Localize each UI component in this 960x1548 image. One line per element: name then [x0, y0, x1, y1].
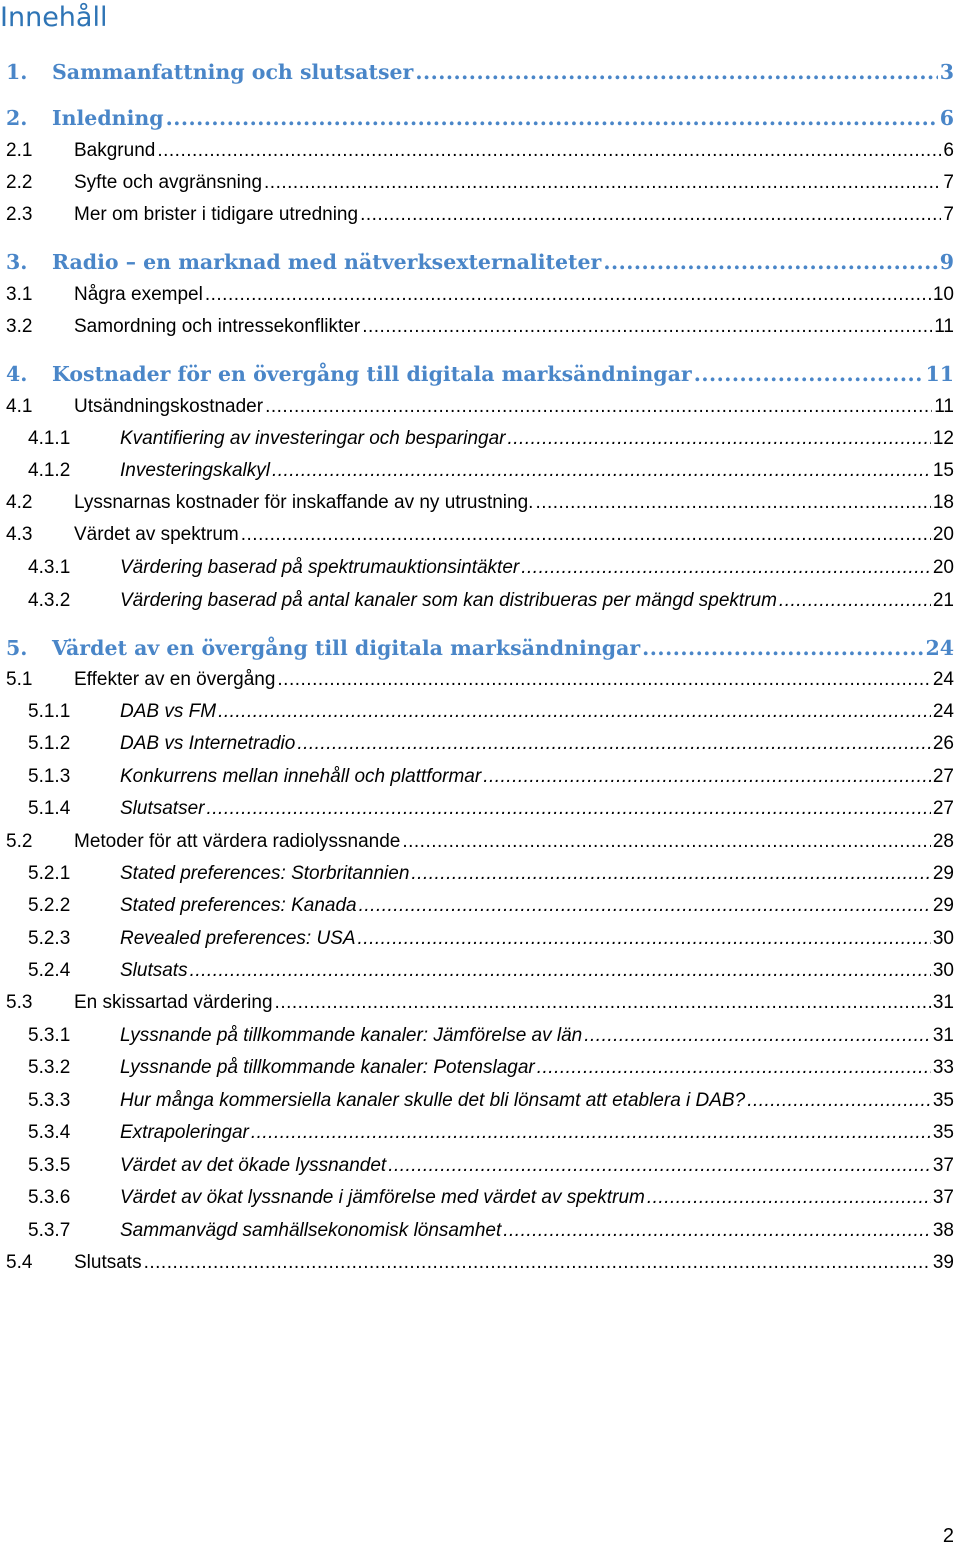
toc-entry[interactable]: [6, 138, 954, 164]
dot-leader: [642, 634, 923, 662]
toc-entry-number: 5.2: [6, 831, 33, 852]
toc-entry[interactable]: [6, 926, 954, 952]
toc-entry-title[interactable]: Sammanfattning och slutsatser: [52, 60, 414, 84]
toc-entry-number: 5.1.2: [28, 733, 71, 754]
dot-leader: [537, 1055, 931, 1081]
toc-entry-page[interactable]: 30: [932, 928, 954, 949]
dot-leader: [157, 138, 941, 164]
toc-entry-page[interactable]: 12: [932, 428, 954, 449]
toc-entry-title[interactable]: Värdet av en övergång till digitala marksändningar: [52, 636, 641, 660]
toc-entry-page[interactable]: 18: [932, 492, 954, 513]
toc-entry-page[interactable]: 24: [932, 701, 954, 722]
toc-entry[interactable]: [6, 958, 954, 984]
toc-entry-title[interactable]: En skissartad värdering: [74, 992, 273, 1013]
toc-entry-number: 2.3: [6, 204, 33, 225]
dot-leader: [166, 104, 938, 132]
dot-leader: [584, 1023, 931, 1049]
toc-entry-title[interactable]: Inledning: [52, 106, 164, 130]
toc-entry-page[interactable]: 27: [932, 766, 954, 787]
toc-entry-page[interactable]: 11: [925, 362, 954, 386]
toc-entry-number: 5.2.2: [28, 895, 71, 916]
toc-entry-page[interactable]: 7: [943, 172, 954, 193]
toc-entry-number: 5.4: [6, 1252, 33, 1273]
toc-entry-title[interactable]: Lyssnarnas kostnader för inskaffande av ny utrustning.: [74, 492, 534, 513]
toc-entry-page[interactable]: 29: [932, 895, 954, 916]
toc-entry[interactable]: [6, 1120, 954, 1146]
toc-entry-number: 5.3.7: [28, 1220, 71, 1241]
dot-leader: [206, 796, 930, 822]
toc-entry-number: 4.3: [6, 524, 33, 545]
toc-entry[interactable]: [6, 104, 954, 132]
toc-entry-number: 4.2: [6, 492, 33, 513]
toc-entry-page[interactable]: 27: [932, 798, 954, 819]
dot-leader: [144, 1250, 931, 1276]
toc-entry-number: 5.3.5: [28, 1155, 71, 1176]
dot-leader: [359, 893, 931, 919]
toc-entry-title[interactable]: Värdet av ökat lyssnande i jämförelse med värdet av spektrum: [120, 1187, 645, 1208]
toc-entry-number: 2.1: [6, 140, 33, 161]
dot-leader: [277, 667, 930, 693]
toc-entry[interactable]: [6, 1153, 954, 1179]
toc-entry-number: 4.1.2: [28, 460, 71, 481]
toc-entry-number: 4.: [6, 362, 28, 386]
dot-leader: [362, 314, 932, 340]
toc-entry-title[interactable]: Syfte och avgränsning: [74, 172, 263, 193]
toc-entry[interactable]: [6, 426, 954, 452]
dot-leader: [241, 522, 931, 548]
toc-entry-page[interactable]: 3: [939, 60, 954, 84]
toc-entry-title[interactable]: Kvantifiering av investeringar och besparingar: [120, 428, 506, 449]
toc-entry-page[interactable]: 15: [932, 460, 954, 481]
toc-entry-page[interactable]: 11: [934, 396, 954, 417]
toc-entry-number: 1.: [6, 60, 28, 84]
toc-entry-page[interactable]: 10: [932, 284, 954, 305]
toc-entry-page[interactable]: 11: [934, 316, 954, 337]
toc-entry-number: 2.: [6, 106, 28, 130]
dot-leader: [205, 282, 931, 308]
dot-leader: [190, 958, 931, 984]
toc-entry-title[interactable]: Värdering baserad på spektrumauktionsintäkter: [120, 557, 520, 578]
toc-entry[interactable]: [6, 248, 954, 276]
dot-leader: [535, 490, 930, 516]
toc-entry-page[interactable]: 31: [932, 992, 954, 1013]
toc-entry-page[interactable]: 24: [932, 669, 954, 690]
toc-entry[interactable]: [6, 1218, 954, 1244]
toc-entry[interactable]: [6, 314, 954, 340]
toc-entry-page[interactable]: 28: [932, 831, 954, 852]
toc-entry[interactable]: [6, 202, 954, 228]
toc-entry-number: 4.1.1: [28, 428, 71, 449]
toc-entry-number: 4.3.1: [28, 557, 71, 578]
toc-entry-page[interactable]: 7: [943, 204, 954, 225]
dot-leader: [388, 1153, 931, 1179]
dot-leader: [297, 731, 931, 757]
dot-leader: [218, 699, 931, 725]
dot-leader: [264, 170, 941, 196]
toc-entry[interactable]: [6, 588, 954, 614]
dot-leader: [360, 202, 941, 228]
toc-entry[interactable]: [6, 360, 954, 388]
dot-leader: [694, 360, 924, 388]
toc-entry-number: 5.1.1: [28, 701, 71, 722]
toc-entry[interactable]: [6, 282, 954, 308]
toc-entry-title[interactable]: Mer om brister i tidigare utredning: [74, 204, 359, 225]
toc-entry-number: 5.1.4: [28, 798, 71, 819]
toc-entry-title[interactable]: Lyssnande på tillkommande kanaler: Potenslagar: [120, 1057, 535, 1078]
toc-entry-number: 4.1: [6, 396, 33, 417]
toc-entry-page[interactable]: 33: [932, 1057, 954, 1078]
dot-leader: [415, 58, 937, 86]
toc-entry-page[interactable]: 6: [943, 140, 954, 161]
dot-leader: [647, 1185, 931, 1211]
toc-entry-number: 5.3.6: [28, 1187, 71, 1208]
toc-entry-number: 5.3: [6, 992, 33, 1013]
toc-entry[interactable]: [6, 861, 954, 887]
toc-entry-title[interactable]: Hur många kommersiella kanaler skulle det bli lönsamt att etablera i DAB?: [120, 1090, 746, 1111]
dot-leader: [358, 926, 931, 952]
toc-entry-title[interactable]: Värdet av spektrum: [74, 524, 239, 545]
toc-entry-title[interactable]: Slutsats: [120, 960, 188, 981]
toc-entry[interactable]: [6, 829, 954, 855]
toc-entry-title[interactable]: Stated preferences: Kanada: [120, 895, 357, 916]
toc-entry-title[interactable]: Metoder för att värdera radiolyssnande: [74, 831, 401, 852]
toc-entry-title[interactable]: Slutsatser: [120, 798, 205, 819]
toc-entry-number: 4.3.2: [28, 590, 71, 611]
toc-entry[interactable]: [6, 634, 954, 662]
toc-entry[interactable]: [6, 170, 954, 196]
toc-entry-title[interactable]: Värdering baserad på antal kanaler som kan distribueras per mängd spektrum: [120, 590, 777, 611]
dot-leader: [603, 248, 937, 276]
toc-entry-number: 5.3.1: [28, 1025, 71, 1046]
toc-entry-title[interactable]: Investeringskalkyl: [120, 460, 270, 481]
toc-entry-title[interactable]: Bakgrund: [74, 140, 156, 161]
toc-entry-page[interactable]: 31: [932, 1025, 954, 1046]
toc-entry-number: 3.2: [6, 316, 33, 337]
dot-leader: [483, 764, 931, 790]
toc-entry[interactable]: [6, 764, 954, 790]
toc-entry-page[interactable]: 26: [932, 733, 954, 754]
dot-leader: [275, 990, 931, 1016]
toc-entry-page[interactable]: 38: [932, 1220, 954, 1241]
toc-entry-page[interactable]: 30: [932, 960, 954, 981]
toc-entry[interactable]: [6, 667, 954, 693]
toc-entry-title[interactable]: Konkurrens mellan innehåll och plattformar: [120, 766, 482, 787]
dot-leader: [503, 1218, 931, 1244]
toc-entry[interactable]: [6, 796, 954, 822]
toc-entry-title[interactable]: Samordning och intressekonflikter: [74, 316, 361, 337]
dot-leader: [508, 426, 931, 452]
toc-entry[interactable]: [6, 990, 954, 1016]
toc-entry-page[interactable]: 39: [932, 1252, 954, 1273]
toc-entry-title[interactable]: Sammanvägd samhällsekonomisk lönsamhet: [120, 1220, 502, 1241]
toc-entry[interactable]: [6, 522, 954, 548]
toc-entry[interactable]: [6, 555, 954, 581]
toc-entry-page[interactable]: 29: [932, 863, 954, 884]
toc-entry-title[interactable]: Effekter av en övergång: [74, 669, 276, 690]
toc-entry-number: 5.1: [6, 669, 33, 690]
toc-entry[interactable]: [6, 1250, 954, 1276]
page-number: 2: [942, 1525, 954, 1547]
toc-entry[interactable]: [6, 893, 954, 919]
toc-entry-title[interactable]: Slutsats: [74, 1252, 142, 1273]
toc-entry-number: 2.2: [6, 172, 33, 193]
toc-entry-title[interactable]: Lyssnande på tillkommande kanaler: Jämförelse av län: [120, 1025, 583, 1046]
dot-leader: [411, 861, 930, 887]
toc-entry[interactable]: [6, 1023, 954, 1049]
dot-leader: [747, 1088, 931, 1114]
toc-entry[interactable]: [6, 731, 954, 757]
toc-entry-page[interactable]: 6: [939, 106, 954, 130]
toc-entry[interactable]: [6, 1088, 954, 1114]
toc-entry-number: 3.: [6, 250, 28, 274]
dot-leader: [521, 555, 931, 581]
toc-entry[interactable]: [6, 490, 954, 516]
toc-entry-number: 3.1: [6, 284, 33, 305]
toc-entry-title[interactable]: Några exempel: [74, 284, 203, 305]
toc-entry-title[interactable]: Kostnader för en övergång till digitala marksändningar: [52, 362, 692, 386]
toc-entry-number: 5.2.3: [28, 928, 71, 949]
toc-entry-page[interactable]: 24: [925, 636, 954, 660]
toc-entry-number: 5.3.3: [28, 1090, 71, 1111]
toc-entry[interactable]: [6, 58, 954, 86]
toc-entry-page[interactable]: 35: [932, 1090, 954, 1111]
toc-entry-title[interactable]: DAB vs FM: [120, 701, 217, 722]
toc-entry-number: 5.2.4: [28, 960, 71, 981]
toc-entry-title[interactable]: DAB vs Internetradio: [120, 733, 296, 754]
dot-leader: [265, 394, 932, 420]
toc-entry-page[interactable]: 37: [932, 1187, 954, 1208]
toc-entry-title[interactable]: Värdet av det ökade lyssnandet: [120, 1155, 387, 1176]
toc-entry-title[interactable]: Stated preferences: Storbritannien: [120, 863, 410, 884]
toc-entry-page[interactable]: 20: [932, 557, 954, 578]
toc-entry-title[interactable]: Revealed preferences: USA: [120, 928, 356, 949]
toc-entry[interactable]: [6, 699, 954, 725]
toc-entry-number: 5.3.2: [28, 1057, 71, 1078]
toc-entry[interactable]: [6, 1185, 954, 1211]
toc-entry-title[interactable]: Extrapoleringar: [120, 1122, 249, 1143]
toc-entry-page[interactable]: 37: [932, 1155, 954, 1176]
toc-entry[interactable]: [6, 458, 954, 484]
toc-entry-title[interactable]: Radio – en marknad med nätverksexternaliteter: [52, 250, 602, 274]
toc-entry-page[interactable]: 20: [932, 524, 954, 545]
toc-entry-number: 5.2.1: [28, 863, 71, 884]
dot-leader: [779, 588, 931, 614]
toc-entry-page[interactable]: 9: [939, 250, 954, 274]
dot-leader: [251, 1120, 931, 1146]
dot-leader: [272, 458, 931, 484]
toc-entry-title[interactable]: Utsändningskostnader: [74, 396, 264, 417]
toc-entry-page[interactable]: 35: [932, 1122, 954, 1143]
toc-entry-page[interactable]: 21: [932, 590, 954, 611]
toc-entry[interactable]: [6, 394, 954, 420]
toc-entry[interactable]: [6, 1055, 954, 1081]
dot-leader: [402, 829, 931, 855]
toc-heading: Innehåll: [0, 2, 108, 33]
toc-entry-number: 5.: [6, 636, 28, 660]
toc-entry-number: 5.1.3: [28, 766, 71, 787]
toc-entry-number: 5.3.4: [28, 1122, 71, 1143]
